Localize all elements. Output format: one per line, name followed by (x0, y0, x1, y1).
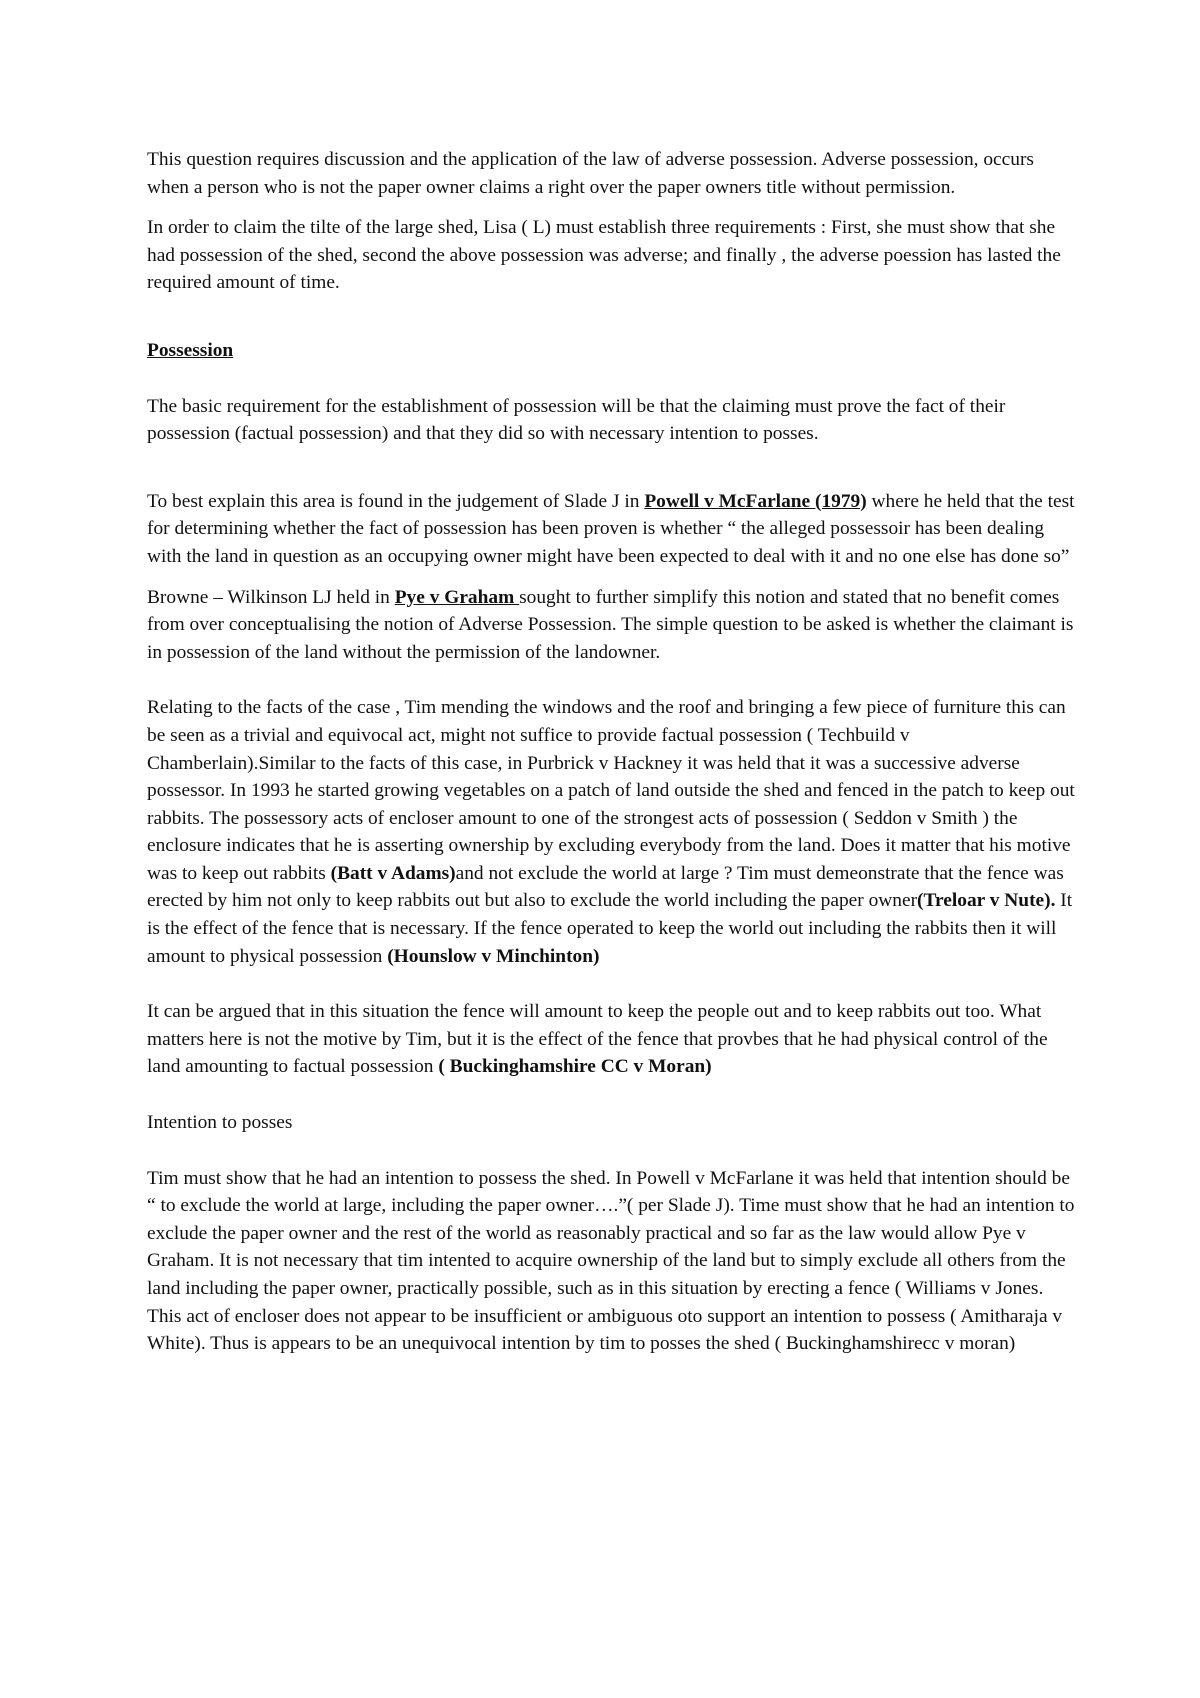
basic-requirement-paragraph: The basic requirement for the establishment of possession will be that the claiming must prove the fact of their possession (factual possession) and that they did so with necessary intention to posses. (147, 395, 1006, 445)
document-page (147, 146, 1077, 1358)
intro-paragraph: This question requires discussion and the application of the law of adverse possession. Adverse possession, occurs when a person who is not the paper owner claims a right over the paper owners title without permission. (147, 149, 1034, 198)
intention-heading: Intention to posses (147, 1112, 293, 1134)
case-treloar-v-nute: (Treloar v Nute). (917, 890, 1056, 912)
fence-text-a: It can be argued that in this situation the fence will amount to keep the people out and to keep rabbits out too. What matters here is not the motive by Tim, but it is the effect of the fence that provbes that he had physical control of the land amounting to factual possession (147, 1001, 1048, 1078)
pye-text-a: Browne – Wilkinson LJ held in (147, 586, 395, 608)
facts-text-a: Relating to the facts of the case , Tim mending the windows and the roof and bringing a few piece of furniture this can be seen as a trivial and equivocal act, might not suffice to provide factual possession ( Techbuild v Chamberlain).Similar to the facts of this case, in Purbrick v Hackney it was held that it was a successive adverse possessor. In 1993 he started growing vegetables on a patch of land outside the shed and fenced in the patch to keep out rabbits. The possessory acts of encloser amount to one of the strongest acts of possession ( Seddon v Smith ) the enclosure indicates that he is asserting ownership by excluding everybody from the land. Does it matter that his motive was to keep out rabbits (147, 697, 1075, 884)
powell-text-a: To best explain this area is found in the judgement of Slade J in (147, 490, 645, 512)
case-powell-v-mcfarlane: Powell v McFarlane (1979) (644, 490, 867, 512)
intention-paragraph: Tim must show that he had an intention to possess the shed. In Powell v McFarlane it was held that intention should be “ to exclude the world at large, including the paper owner….”( per Slade J). Time must show that he had an intention to exclude the paper owner and the rest of the world as reasonably practical and so far as the law would allow Pye v Graham. It is not necessary that tim intented to acquire ownership of the land but to simply exclude all others from the land including the paper owner, practically possible, such as in this situation by erecting a fence ( Williams v Jones. This act of encloser does not appear to be insufficient or ambiguous oto support an intention to possess ( Amitharaja v White). Thus is appears to be an unequivocal intention by tim to posses the shed ( Buckinghamshirecc v moran) (147, 1167, 1075, 1355)
facts-paragraph (147, 694, 1077, 970)
case-buckinghamshire-cc-v-moran: ( Buckinghamshire CC v Moran) (438, 1056, 712, 1078)
case-batt-v-adams: (Batt v Adams) (330, 862, 456, 884)
case-hounslow-v-minchinton: (Hounslow v Minchinton) (387, 945, 600, 967)
requirements-paragraph: In order to claim the tilte of the large shed, Lisa ( L) must establish three requirements : First, she must show that she had possession of the shed, second the above possession was adverse; and finally , the adverse poession has lasted the required amount of time. (147, 217, 1061, 294)
pye-text-b: sought to further simplify this notion and stated that no benefit comes from over conceptualising the notion of Adverse Possession. The simple question to be asked is whether the claimant is in possession of the land without the permission of the landowner. (147, 586, 1074, 663)
facts-text-b: and not exclude the world at large ? Tim must demeonstrate that the fence was erected by him not only to keep rabbits out but also to exclude the world including the paper owner (147, 862, 1064, 912)
powell-paragraph (147, 488, 1077, 571)
pye-paragraph (147, 584, 1077, 667)
fence-argument-paragraph (147, 998, 1077, 1081)
case-pye-v-graham: Pye v Graham (394, 586, 520, 608)
possession-heading: Possession (147, 339, 234, 361)
facts-text-c: It is the effect of the fence that is necessary. If the fence operated to keep the world out including the rabbits then it will amount to physical possession (147, 890, 1073, 967)
powell-text-b: where he held that the test for determining whether the fact of possession has been proven is whether “ the alleged possessoir has been dealing with the land in question as an occupying owner might have been expected to deal with it and no one else has done so” (147, 490, 1075, 567)
